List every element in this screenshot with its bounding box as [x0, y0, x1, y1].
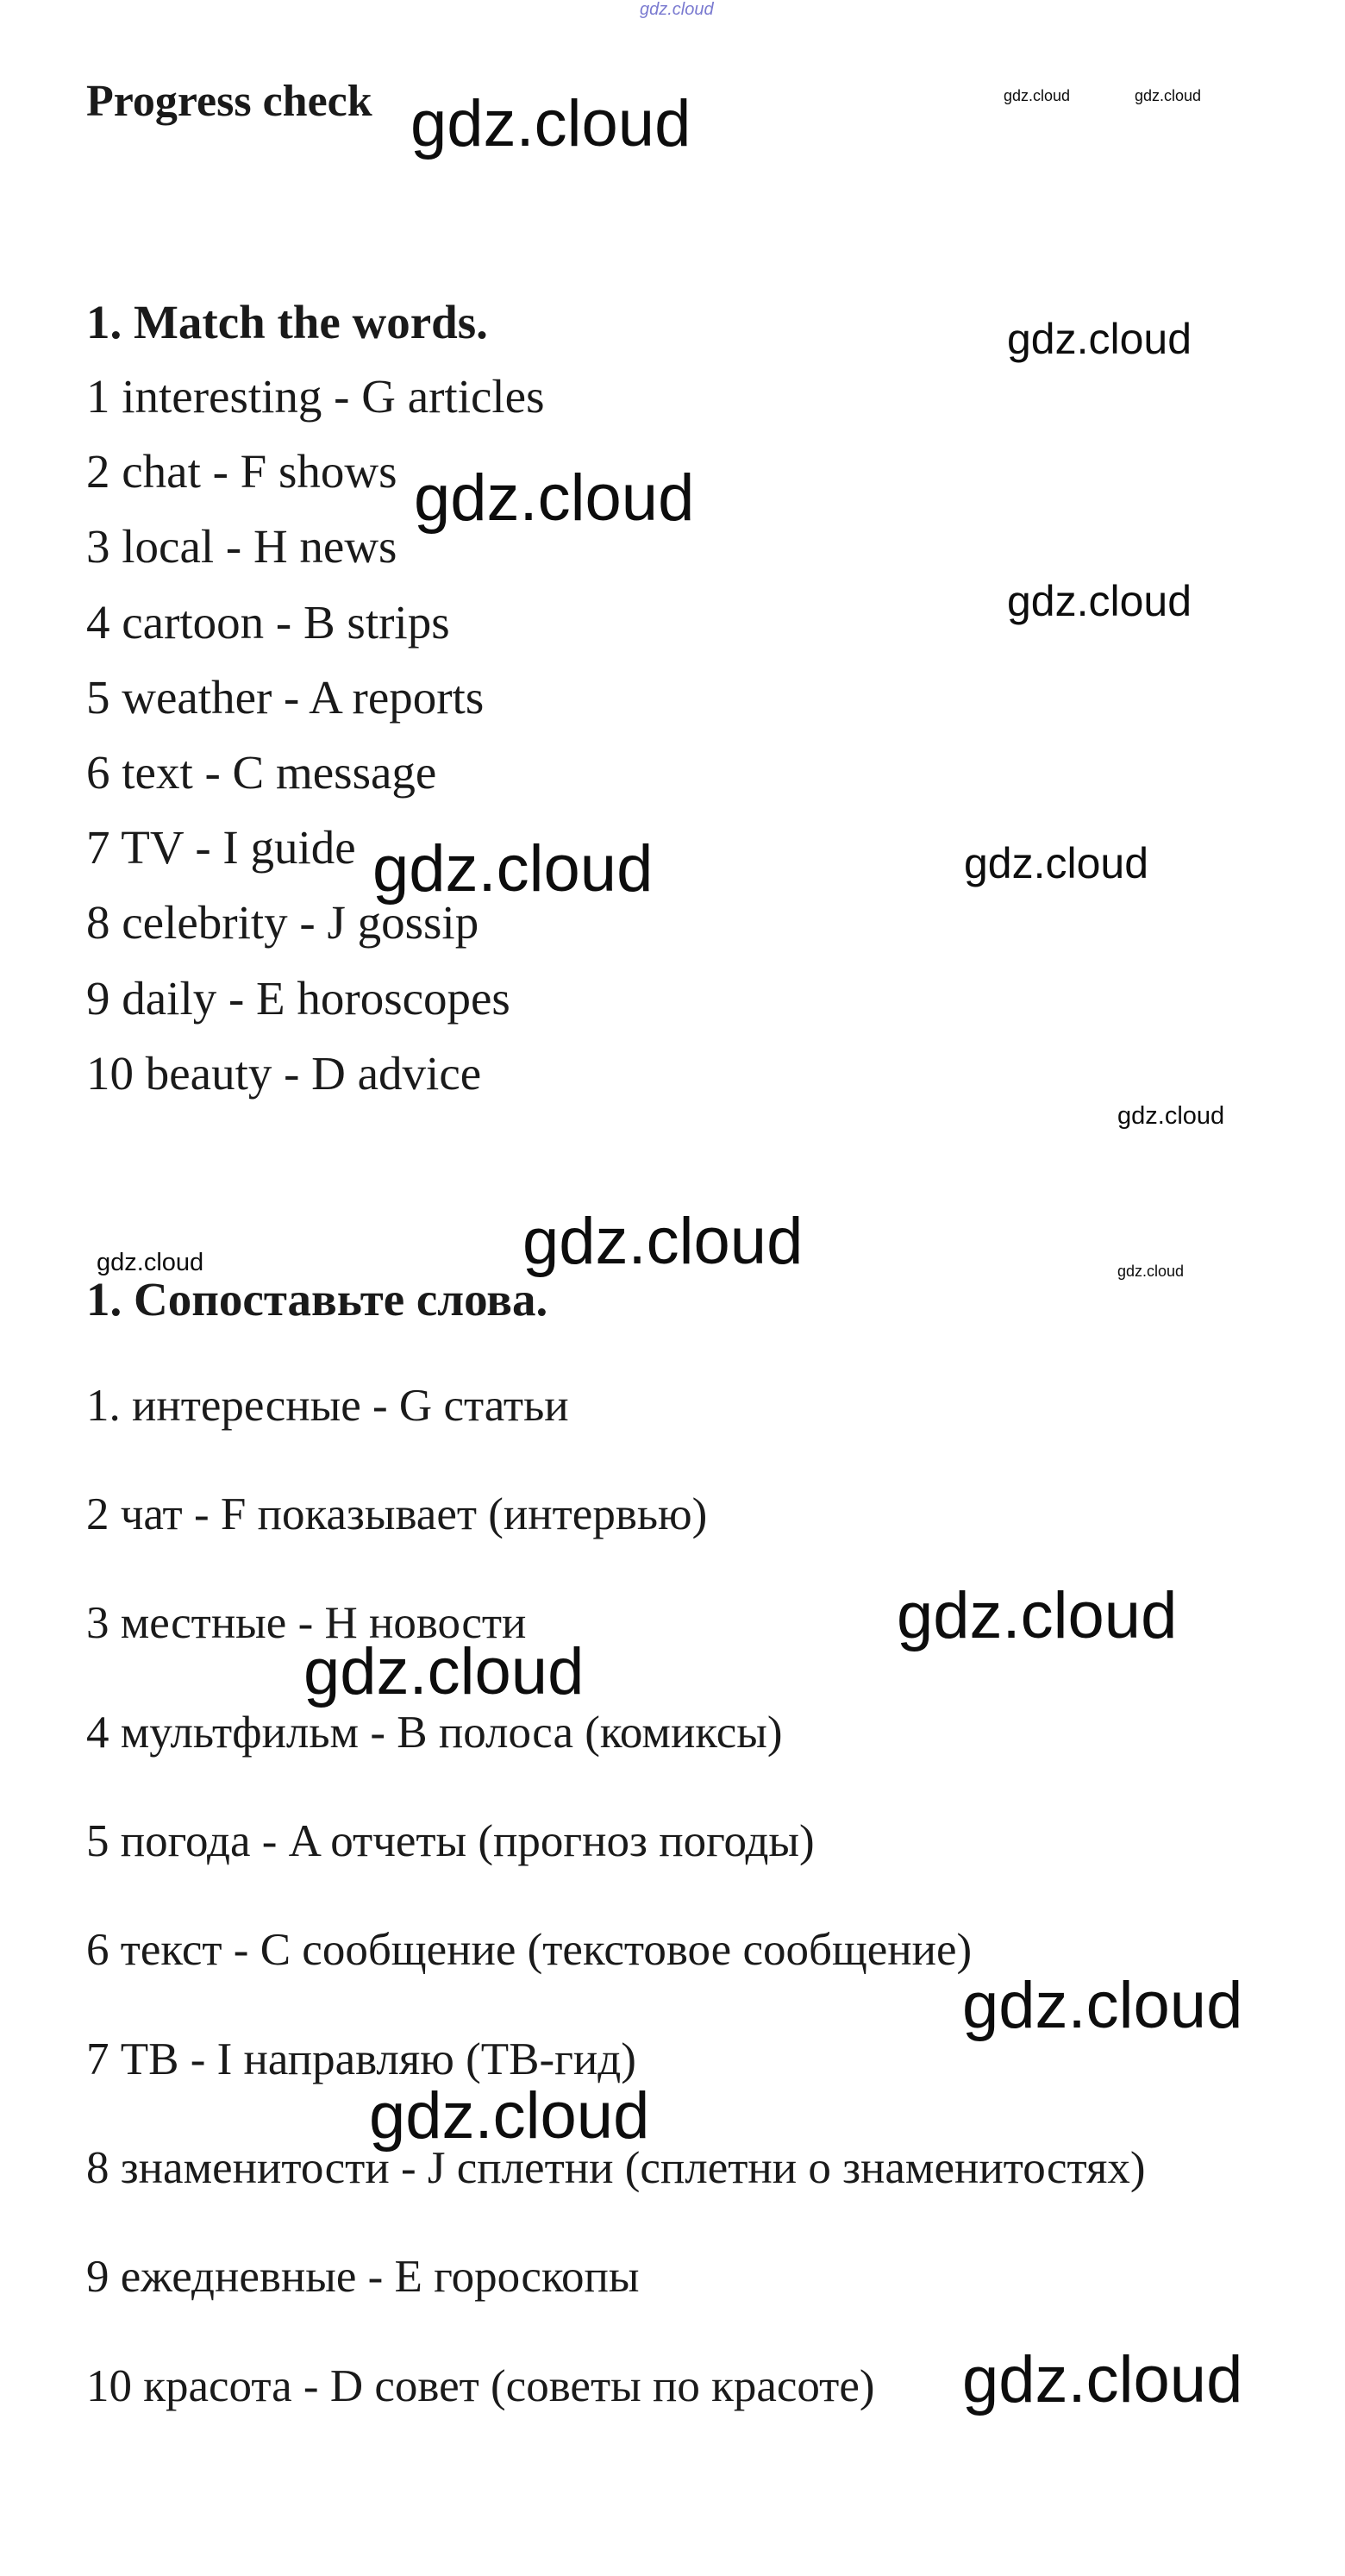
watermark: gdz.cloud: [522, 1205, 804, 1278]
list-item: 1. интересные - G статьи: [86, 1381, 569, 1431]
watermark: gdz.cloud: [372, 832, 654, 906]
section-heading-russian: 1. Сопоставьте слова.: [86, 1273, 548, 1326]
list-item: 4 мультфильм - B полоса (комиксы): [86, 1708, 783, 1758]
list-item: 2 чат - F показывает (интервью): [86, 1489, 708, 1539]
watermark: gdz.cloud: [303, 1635, 585, 1708]
list-item: 5 weather - A reports: [86, 671, 485, 724]
list-item: 5 погода - A отчеты (прогноз погоды): [86, 1816, 815, 1866]
list-item: 6 текст - C сообщение (текстовое сообщение): [86, 1925, 973, 1975]
list-item: 2 chat - F shows: [86, 445, 397, 498]
list-item: 7 ТВ - I направляю (ТВ-гид): [86, 2034, 636, 2084]
watermark: gdz.cloud: [1135, 87, 1202, 104]
watermark: gdz.cloud: [962, 1969, 1243, 2042]
list-item: 10 beauty - D advice: [86, 1047, 482, 1100]
list-item: 1 interesting - G articles: [86, 370, 545, 423]
watermark: gdz.cloud: [1004, 87, 1071, 104]
watermark: gdz.cloud: [1007, 315, 1192, 363]
list-item: 9 ежедневные - E гороскопы: [86, 2252, 640, 2302]
watermark: gdz.cloud: [1117, 1102, 1225, 1130]
list-item: 10 красота - D совет (советы по красоте): [86, 2361, 875, 2411]
list-item: 9 daily - E horoscopes: [86, 972, 510, 1025]
watermark: gdz.cloud: [1117, 1263, 1185, 1280]
list-item: 3 local - H news: [86, 520, 397, 573]
watermark: gdz.cloud: [369, 2079, 650, 2153]
watermark: gdz.cloud: [897, 1579, 1178, 1652]
watermark: gdz.cloud: [1007, 577, 1192, 625]
list-item: 7 TV - I guide: [86, 821, 356, 874]
list-item: 6 text - C message: [86, 746, 437, 799]
watermark: gdz.cloud: [964, 839, 1149, 887]
list-item: 3 местные - H новости: [86, 1598, 527, 1648]
list-item: 4 cartoon - B strips: [86, 596, 450, 649]
watermark: gdz.cloud: [962, 2343, 1243, 2416]
section-heading-english: 1. Match the words.: [86, 296, 488, 348]
watermark: gdz.cloud: [414, 461, 695, 535]
watermark: gdz.cloud: [640, 0, 714, 19]
page-title: Progress check: [86, 77, 372, 126]
list-item: 8 celebrity - J gossip: [86, 896, 479, 949]
watermark: gdz.cloud: [97, 1249, 204, 1276]
list-item: 8 знаменитости - J сплетни (сплетни о знаменитостях): [86, 2143, 1146, 2193]
watermark: gdz.cloud: [410, 87, 691, 160]
